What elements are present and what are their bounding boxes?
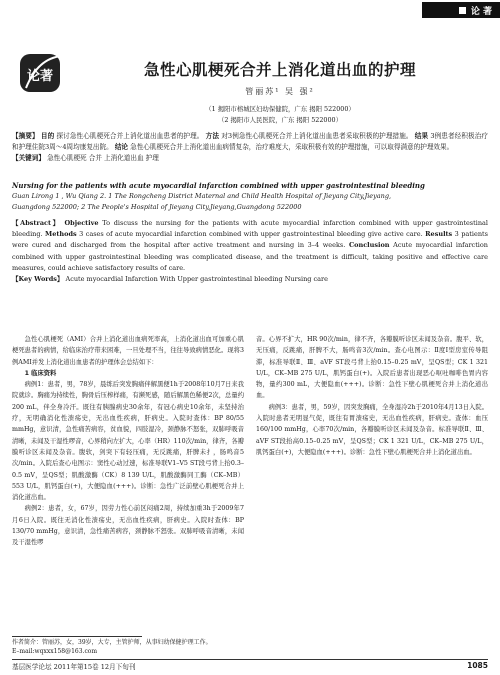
case2-paragraph-start: 病例2：患者，女，67岁，因劳力性心前区闷痛2周，持续加重3h于2009年7月6日入院。既往无消化性溃疡史，无出血性疾病，肝病史。入院时查体：BP 130/70 mmHg，意识清，急性痛苦病容，颈静脉不怒张。双肺呼吸音清晰，未闻及干湿性啰 (12, 505, 244, 547)
en-keywords-text: Acute myocardial Infarction With Upper gastrointestinal bleeding Nursing care (65, 275, 328, 284)
article-title: 急性心肌梗死合并上消化道出血的护理 (143, 61, 416, 79)
en-results-text: 3 patients were cured and discharged from the hospital after active treatment and nursing in 3–4 weeks. (12, 230, 488, 250)
keywords-text: 急性心肌梗死 合并 上消化道出血 护理 (47, 154, 159, 163)
en-keywords-label: 【Key Words】 (12, 275, 64, 284)
en-results-label: Results (425, 230, 453, 239)
objective-label: 目的 (40, 132, 55, 140)
en-objective-label: Objective (64, 219, 99, 227)
result-label: 结果 (414, 132, 429, 140)
english-authors-1: Guan Lirong 1 , Wu Qiang 2. 1 The Rongcheng District Maternal and Child Health Hospital of Jieyang City,Jieyang, (12, 192, 392, 201)
page-number: 1085 (467, 661, 488, 670)
keywords-label: 【关键词】 (12, 154, 45, 163)
body-right-column (256, 334, 488, 458)
logo-text: 论著 (26, 69, 54, 84)
section-logo (18, 48, 70, 96)
abstract-label: 【摘要】 (12, 132, 39, 140)
affiliation-2: （2 揭阳市人民医院，广东 揭阳 522000） (217, 116, 343, 124)
footnote-rule (12, 636, 142, 637)
en-methods-text: 3 cases of acute myocardial infarction combined with upper gastrointestinal bleeding give active care. (79, 230, 423, 239)
section-label: 论 著 (470, 6, 492, 17)
bottom-rule (12, 659, 488, 660)
case1-paragraph: 病例1：患者，男，78岁，晨练后突发胸痛伴解黑便1h于2008年10月7日来我院就诊。胸痛为持续性，胸骨后压榨样痛，有濒死感，随后解黑色稀便2次，总量约200 mL，伴全身冷汗。既往有胰腺病史30余年，有冠心病史10余年，未坚持治疗，无明确消化性溃疡史，无出血性疾病，肝病史。入院时查体：BP 80/55 mmHg，意识清，急性痛苦病容，贫血貌，四肢湿冷，颈静脉不怒张，双肺呼吸音清晰，未闻及干湿性啰音，心界稍向左扩大，心率（HR）110次/min，律齐，各瓣膜听诊区未闻及杂音。腹软，剑突下有轻压痛，无反跳痛，肝脾未扌，肠鸣音5次/min。入院后查心电图示：窦性心动过速，标准导联V1–V5 ST段弓背上抬0.3–0.5 mV，呈QS型；肌酸激酶（CK）8 139 U/L，肌酸激酶同工酶（CK–MB）553 U/L，肌钙蛋白(+)，大便隐血(+++)。诊断：急性广泛前壁心肌梗死合并上消化道出血。 (12, 381, 244, 502)
english-abstract (12, 218, 488, 285)
en-conclusion-label: Conclusion (348, 241, 390, 250)
article-authors: 管丽苏¹ 吴 强² (245, 87, 315, 96)
section-tag (422, 2, 500, 18)
author-footnote: 作者简介：管丽苏，女，39岁，大专，主管护师，从事妇幼保健护理工作。 (12, 639, 212, 646)
en-conclusion-text: Acute myocardial infarction combined with upper gastrointestinal bleeding was complicated disease, and the treatment is difficult, taking positive and effective care measures, could achieve satisfactory results of care. (12, 241, 488, 272)
affiliation-1: （1 揭阳市榕城区妇幼保健院，广东 揭阳 522000） (205, 105, 355, 113)
square-icon (459, 7, 466, 14)
result-text: 3例患者经积极治疗和护理住院3周～4周均康复出院。 (12, 132, 488, 152)
objective-text: 探讨急性心肌梗死合并上消化道出血患者的护理。 (56, 132, 204, 140)
en-objective-text: To discuss the nursing for the patients with acute myocardial infarction combined with upper gastrointestinal bleeding. (12, 219, 488, 239)
abstract-cn (12, 131, 488, 165)
conclusion-label: 结论 (114, 143, 128, 152)
en-abstract-label: 【Abstract】 (12, 219, 61, 227)
case2-paragraph-end: 音。心界不扩大，HR 90次/min，律不齐，各瓣膜听诊区未闻及杂音。腹平、软，无压痛，反跳痛，肝脾不大，肠鸣音3次/min。查心电图示：Ⅱ度Ⅰ型房室传导阻滞，标准导联Ⅱ、Ⅲ、aVF ST段弓背上抬0.15–0.25 mV，呈QS型；CK 1 321 U/L，CK–MB 275 U/L，肌钙蛋白(+)。入院后患者出现恶心呕吐咖啡色胃内容物，量约300 mL，大便隐血(+++)。诊断：急性下壁心肌梗死合并上消化道出血。 (256, 336, 488, 400)
english-authors-2: Guangdong 522000; 2 The People's Hospital of Jieyang City,Jieyang,Guangdong 522000 (12, 203, 302, 212)
conclusion-text: 急性心肌梗死合并上消化道出血病情复杂，治疗难度大，采取积极有效的护理措施，可以取得满意的护理效果。 (130, 143, 454, 152)
journal-citation: 基层医学论坛 2011年第15卷 12月下旬刊 (12, 663, 136, 671)
english-title: Nursing for the patients with acute myocardial infarction combined with upper gastrointestinal bleeding (12, 181, 425, 190)
intro-paragraph: 急性心肌梗死（AMI）合并上消化道出血病死率高，上消化道出血可加重心肌梗死患者的病情，给临床治疗带来困难，一旦处理不当，往往导致病情恶化。现将3例AMI并发上消化道出血患者的护理体会总结如下： (12, 336, 244, 366)
english-header (12, 180, 488, 214)
body-left-column (12, 334, 244, 549)
author-email: E–mail:wqxxx158@163.com (12, 648, 98, 655)
case3-paragraph: 病例3：患者，男，59岁，因突发胸痛，全身湿冷2h于2010年4月13日入院。入院时患者无明显气促，既往有胃溃疡史，无出血性疾病，肝病史。查体：血压160/100 mmHg，心率70次/min，各瓣膜听诊区未闻及杂音。标准导联Ⅱ、Ⅲ、aVF ST段抬高0.15–0.25 mV，呈QS型；CK 1 321 U/L，CK–MB 275 U/L，肌钙蛋白(+)，大便隐血(+++)。诊断：急性下壁心肌梗死合并上消化道出血。 (256, 403, 488, 456)
section1-heading: 1 临床资料 (24, 369, 57, 377)
method-text: 对3例急性心肌梗死合并上消化道出血患者采取积极的护理措施。 (221, 132, 413, 140)
method-label: 方法 (205, 132, 220, 140)
en-methods-label: Methods (45, 230, 77, 239)
